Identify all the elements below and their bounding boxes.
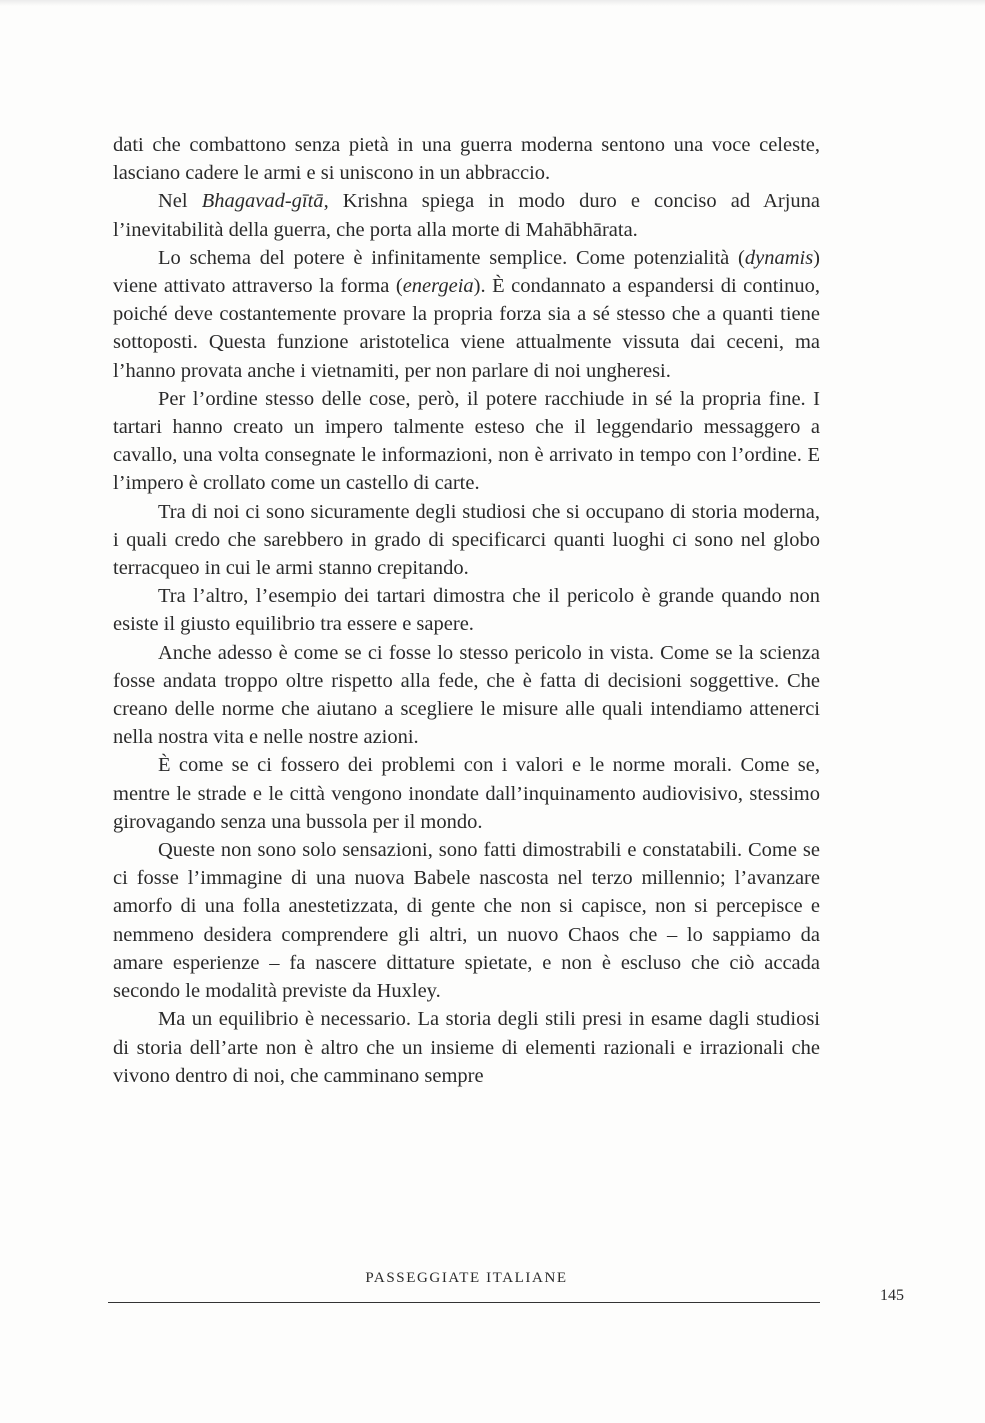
text-run: Queste non sono solo sensazioni, sono fatti dimostrabili e constatabili. Come se ci fosse l’immagine di una nuova Babele nascosta nel terzo millennio; l’avanzare amorfo di una folla anestetizzata, di gente che non si capisce, non si percepisce e nemmeno desidera comprendere gli altri, un nuovo Chaos che – lo sappiamo da amare esperienze – fa nascere dittature spietate, e non è escluso che ciò accada secondo le modalità previste da Huxley. (113, 839, 820, 1003)
text-run: Tra di noi ci sono sicuramente degli studiosi che si occupano di storia moderna, i quali credo che sarebbero in grado di specificarci quanti luoghi ci sono nel globo terracqueo in cui le armi stanno crepitando. (113, 500, 820, 580)
text-run: , Krishna spiega in modo duro e conciso ad Arjuna l’inevitabilità della guerra, che porta alla morte di Mahābhārata. (113, 190, 820, 241)
text-run: Lo schema del potere è infinitamente semplice. Come potenzialità ( (158, 246, 745, 269)
text-run: ) viene attivato attraverso la forma ( (113, 246, 820, 298)
paragraph (113, 385, 820, 498)
paragraph (113, 751, 820, 836)
paragraph (113, 639, 820, 752)
text-run: Per l’ordine stesso delle cose, però, il potere racchiude in sé la propria fine. I tartari hanno creato un impero talmente esteso che il leggendario messaggero a cavallo, una volta consegnate le informazioni, non è arrivato in tempo con l’ordine. E l’impero è crollato come un castello di carte. (113, 387, 820, 495)
text-run: È come se ci fossero dei problemi con i valori e le norme morali. Come se, mentre le strade e le città vengono inondate dall’inquinamento audiovisivo, stessimo girovagando senza una bussola per il mondo. (113, 754, 820, 833)
paragraph (113, 1005, 820, 1090)
page-number: 145 (880, 1287, 904, 1304)
running-title: PASSEGGIATE ITALIANE (365, 1270, 568, 1286)
paragraph (113, 836, 820, 1005)
paragraph (113, 187, 820, 243)
paragraph (113, 582, 820, 638)
body-text (113, 131, 820, 1090)
text-run: dati che combattono senza pietà in una guerra moderna sentono una voce celeste, lasciano cadere le armi e si uniscono in un abbraccio. (113, 134, 820, 185)
text-run: Ma un equilibrio è necessario. La storia degli stili presi in esame dagli studiosi di storia dell’arte non è altro che un insieme di elementi razionali e irrazionali che vivono dentro di noi, che camminano sempre (113, 1008, 820, 1087)
italic-term: Bhagavad-gītā (201, 190, 324, 213)
text-run: Tra l’altro, l’esempio dei tartari dimostra che il pericolo è grande quando non esiste il giusto equilibrio tra essere e sapere. (113, 585, 820, 636)
italic-term: energeia (402, 275, 474, 298)
paragraph (113, 498, 820, 583)
scan-edge (0, 0, 985, 6)
paragraph (113, 244, 820, 385)
paragraph (113, 131, 820, 187)
text-run: Anche adesso è come se ci fosse lo stesso pericolo in vista. Come se la scienza fosse andata troppo oltre rispetto alla fede, che è fatta di decisioni soggettive. Che creano delle norme che aiutano a scegliere le misure alle quali intendiamo attenerci nella nostra vita e nelle nostre azioni. (113, 641, 820, 749)
text-run: Nel (158, 190, 202, 213)
italic-term: dynamis (744, 246, 814, 269)
footer-rule (108, 1302, 820, 1303)
text-run: ). È condannato a espandersi di continuo, poiché deve costantemente provare la propria forza sia a sé stesso che a quanti tiene sottoposti. Questa funzione aristotelica viene attualmente vissuta dai ceceni, ma l’hanno provata anche i vietnamiti, per non parlare di noi ungheresi. (113, 275, 820, 382)
